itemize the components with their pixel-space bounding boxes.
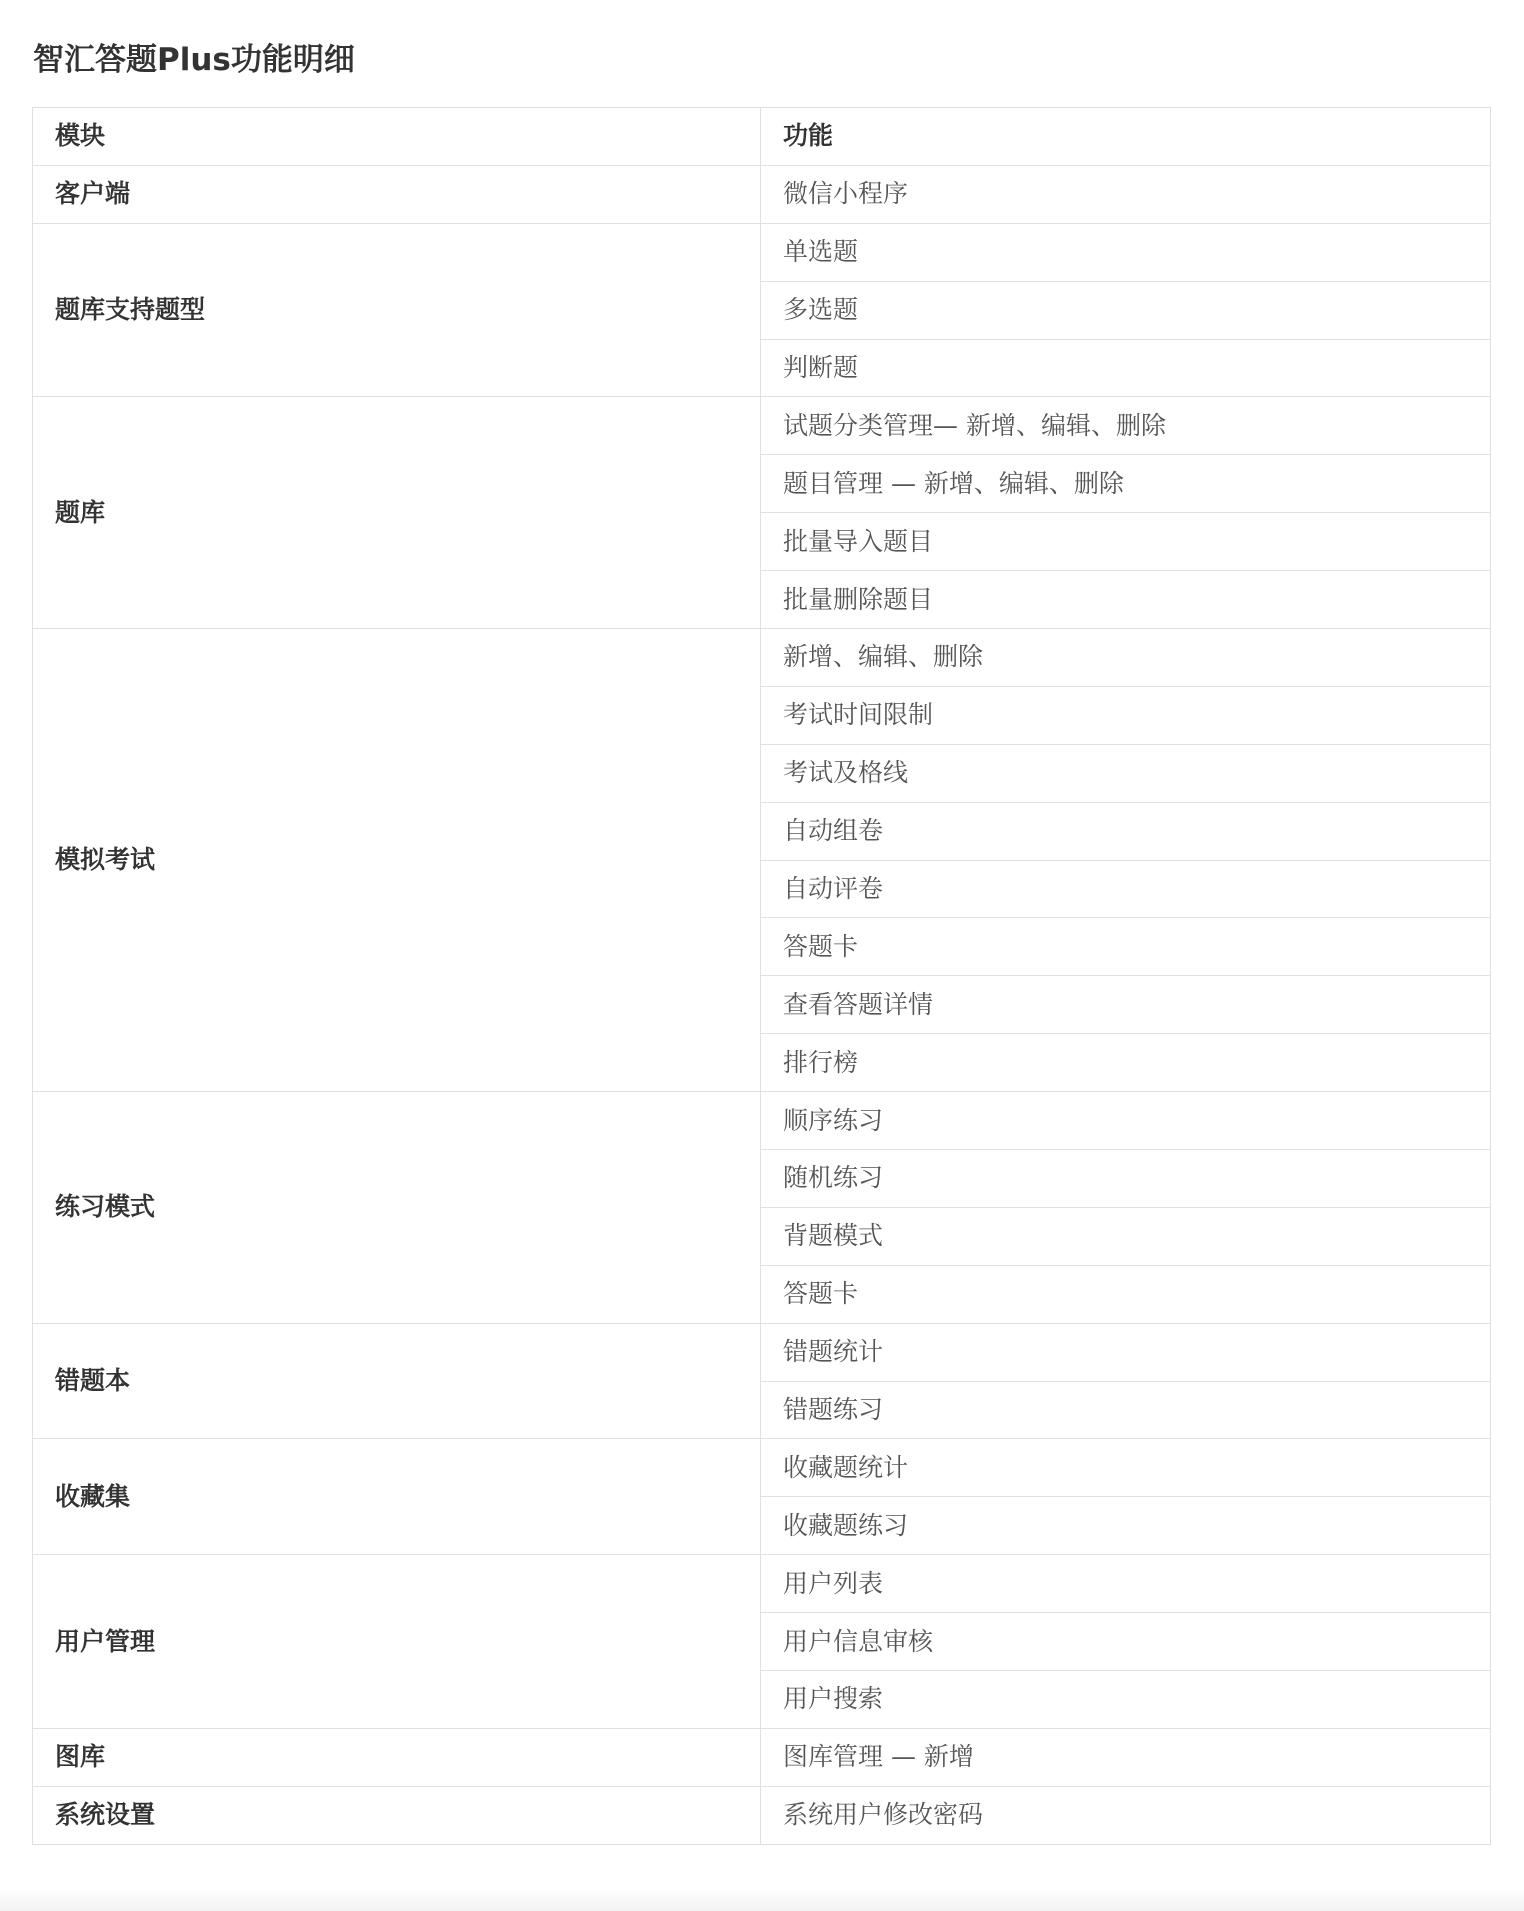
feature-cell: 用户搜索 (761, 1671, 1491, 1729)
feature-table (32, 107, 1491, 1845)
module-cell: 系统设置 (33, 1786, 761, 1844)
page-bottom-shade (0, 1888, 1524, 1911)
table-row (33, 1728, 1491, 1786)
table-row (33, 1786, 1491, 1844)
feature-cell: 考试及格线 (761, 744, 1491, 802)
feature-cell: 收藏题练习 (761, 1497, 1491, 1555)
feature-cell: 微信小程序 (761, 165, 1491, 223)
module-cell: 题库 (33, 397, 761, 629)
feature-cell: 新增、编辑、删除 (761, 629, 1491, 687)
table-row (33, 223, 1491, 281)
table-row (33, 1323, 1491, 1381)
module-cell: 客户端 (33, 165, 761, 223)
feature-cell: 用户列表 (761, 1555, 1491, 1613)
table-row (33, 1439, 1491, 1497)
feature-cell: 收藏题统计 (761, 1439, 1491, 1497)
feature-cell: 错题练习 (761, 1381, 1491, 1439)
table-row (33, 629, 1491, 687)
feature-cell: 随机练习 (761, 1150, 1491, 1208)
table-row (33, 1092, 1491, 1150)
table-header-row (33, 108, 1491, 166)
header-feature: 功能 (761, 108, 1491, 166)
feature-cell: 单选题 (761, 223, 1491, 281)
table-body (33, 165, 1491, 1844)
module-cell: 收藏集 (33, 1439, 761, 1555)
feature-cell: 自动评卷 (761, 860, 1491, 918)
feature-cell: 答题卡 (761, 918, 1491, 976)
module-cell: 用户管理 (33, 1555, 761, 1729)
module-cell: 错题本 (33, 1323, 761, 1439)
table-row (33, 397, 1491, 455)
feature-cell: 图库管理 — 新增 (761, 1728, 1491, 1786)
module-cell: 图库 (33, 1728, 761, 1786)
module-cell: 题库支持题型 (33, 223, 761, 397)
feature-cell: 考试时间限制 (761, 686, 1491, 744)
feature-cell: 多选题 (761, 281, 1491, 339)
feature-cell: 答题卡 (761, 1265, 1491, 1323)
feature-cell: 判断题 (761, 339, 1491, 397)
feature-cell: 题目管理 — 新增、编辑、删除 (761, 455, 1491, 513)
feature-cell: 排行榜 (761, 1034, 1491, 1092)
table-row (33, 1555, 1491, 1613)
feature-cell: 批量导入题目 (761, 513, 1491, 571)
feature-cell: 错题统计 (761, 1323, 1491, 1381)
feature-cell: 试题分类管理— 新增、编辑、删除 (761, 397, 1491, 455)
feature-cell: 系统用户修改密码 (761, 1786, 1491, 1844)
feature-cell: 自动组卷 (761, 802, 1491, 860)
module-cell: 模拟考试 (33, 629, 761, 1092)
feature-cell: 背题模式 (761, 1207, 1491, 1265)
module-cell: 练习模式 (33, 1092, 761, 1324)
feature-cell: 用户信息审核 (761, 1613, 1491, 1671)
table-header (33, 108, 1491, 166)
table-row (33, 165, 1491, 223)
page-title: 智汇答题Plus功能明细 (33, 42, 355, 78)
header-module: 模块 (33, 108, 761, 166)
feature-cell: 批量删除题目 (761, 571, 1491, 629)
feature-cell: 顺序练习 (761, 1092, 1491, 1150)
feature-cell: 查看答题详情 (761, 976, 1491, 1034)
